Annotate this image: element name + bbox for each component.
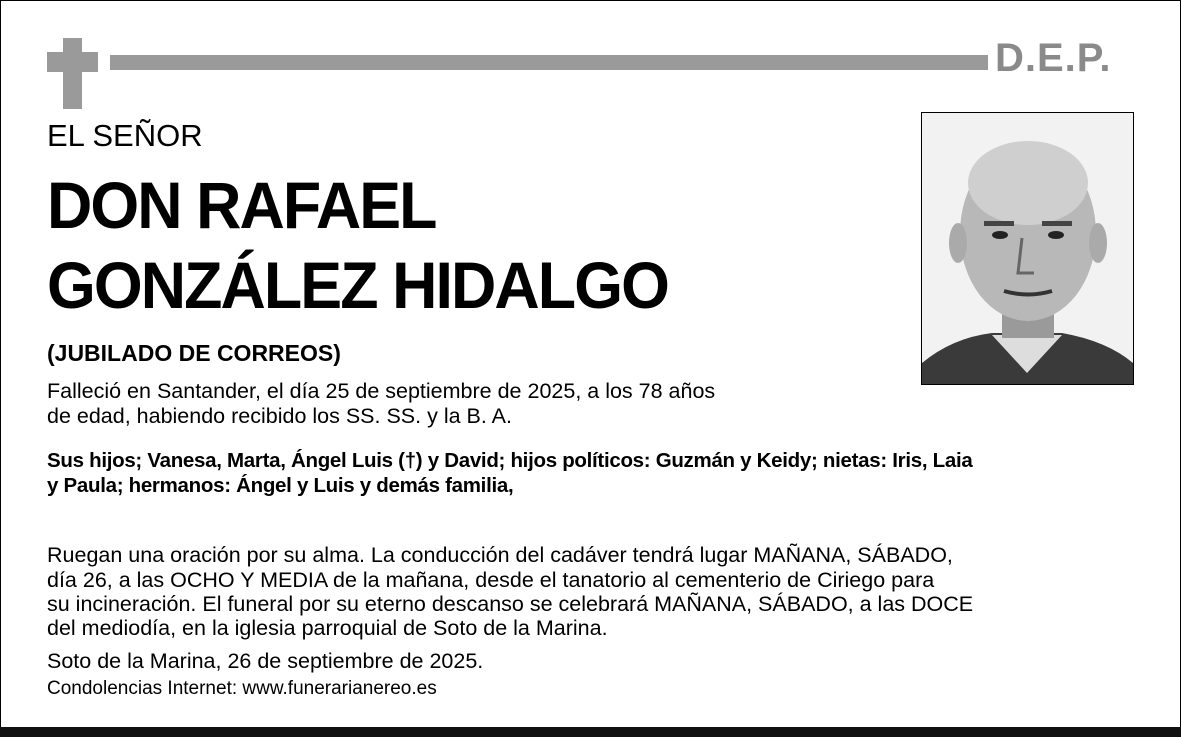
title: EL SEÑOR (47, 118, 203, 153)
occupation: (JUBILADO DE CORREOS) (47, 340, 341, 366)
header-rule (110, 55, 988, 70)
bottom-bar (0, 727, 1181, 737)
service-line: del mediodía, en la iglesia parroquial de Soto de la Marina. (47, 616, 608, 640)
deceased-name-line1: DON RAFAEL (47, 168, 436, 242)
family-line: y Paula; hermanos: Ángel y Luis y demás familia, (47, 474, 514, 497)
service-line: su incineración. El funeral por su eterno descanso se celebrará MAÑANA, SÁBADO, a las DOCE (47, 592, 974, 616)
condolences-link: Condolencias Internet: www.funerarianereo.es (47, 678, 437, 699)
deceased-name-line2: GONZÁLEZ HIDALGO (47, 248, 668, 322)
service-line: Ruegan una oración por su alma. La conducción del cadáver tendrá lugar MAÑANA, SÁBADO, (47, 543, 953, 567)
family-line: Sus hijos; Vanesa, Marta, Ángel Luis (†) y David; hijos políticos: Guzmán y Keidy; nietas: Iris, Laia (47, 449, 973, 472)
death-line: de edad, habiendo recibido los SS. SS. y la B. A. (47, 404, 512, 428)
portrait-icon (922, 113, 1133, 384)
death-line: Falleció en Santander, el día 25 de septiembre de 2025, a los 78 años (47, 379, 716, 403)
place-date: Soto de la Marina, 26 de septiembre de 2025. (47, 649, 484, 673)
service-line: día 26, a las OCHO Y MEDIA de la mañana, desde el tanatorio al cementerio de Ciriego para (47, 568, 935, 592)
portrait-photo (921, 112, 1134, 385)
dep-label: D.E.P. (995, 36, 1112, 80)
